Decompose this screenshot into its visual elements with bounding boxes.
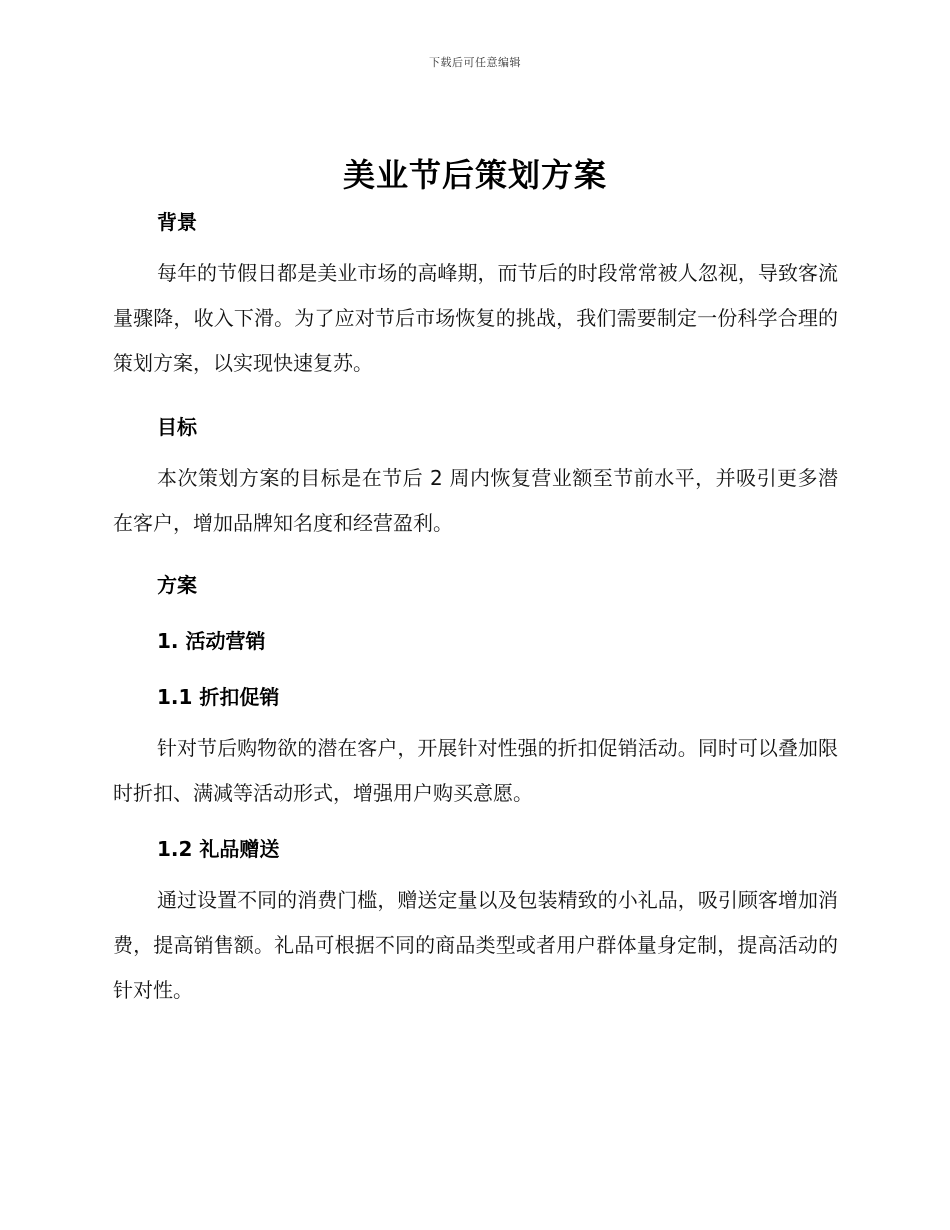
subsection-heading-activity-marketing: 1. 活动营销 (157, 629, 266, 653)
document-body (113, 205, 838, 1013)
background-paragraph: 每年的节假日都是美业市场的高峰期，而节后的时段常常被人忽视，导致客流量骤降，收入下滑。为了应对节后市场恢复的挑战，我们需要制定一份科学合理的策划方案，以实现快速复苏。 (113, 261, 838, 375)
section-heading-goal: 目标 (157, 415, 197, 439)
subsection-heading-discount-promotion: 1.1 折扣促销 (157, 685, 280, 709)
gift-giveaway-paragraph: 通过设置不同的消费门槛，赠送定量以及包装精致的小礼品，吸引顾客增加消费，提高销售额。礼品可根据不同的商品类型或者用户群体量身定制，提高活动的针对性。 (113, 888, 838, 1002)
section-heading-plan: 方案 (157, 573, 197, 597)
discount-promotion-paragraph: 针对节后购物欲的潜在客户，开展针对性强的折扣促销活动。同时可以叠加限时折扣、满减等活动形式，增强用户购买意愿。 (113, 736, 838, 805)
section-heading-background: 背景 (157, 210, 197, 234)
goal-paragraph: 本次策划方案的目标是在节后 2 周内恢复营业额至节前水平，并吸引更多潜在客户，增加品牌知名度和经营盈利。 (113, 466, 838, 535)
subsection-heading-gift-giveaway: 1.2 礼品赠送 (157, 837, 280, 861)
header-note: 下载后可任意编辑 (429, 56, 521, 69)
document-title: 美业节后策划方案 (342, 156, 607, 194)
